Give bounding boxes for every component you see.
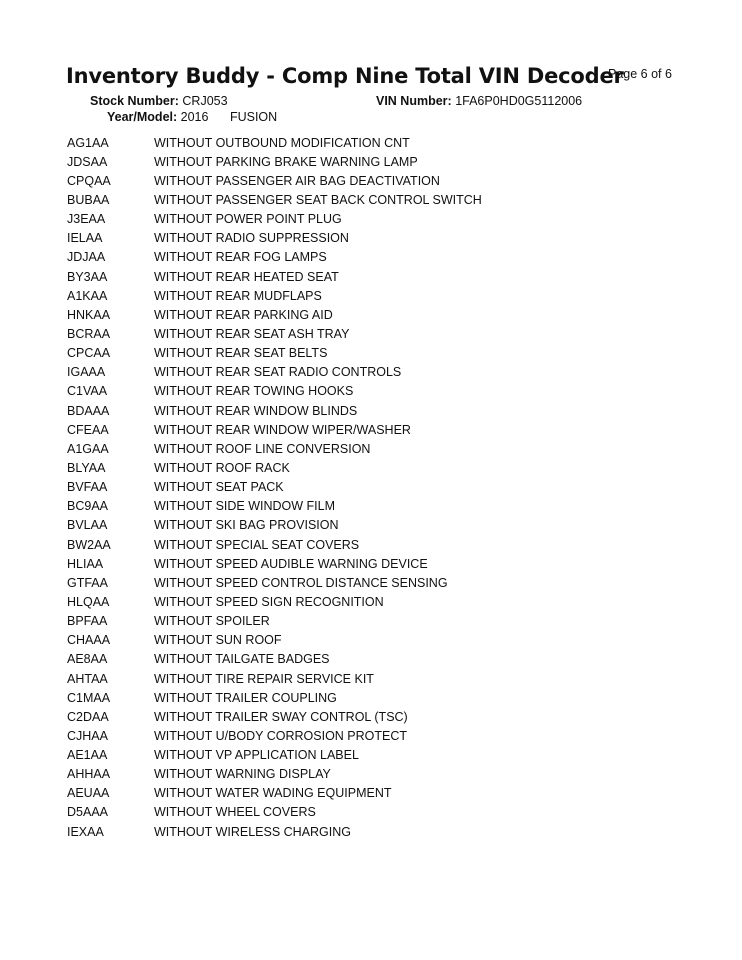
option-code: HNKAA: [67, 307, 111, 322]
option-code: D5AAA: [67, 805, 108, 820]
option-code: GTFAA: [67, 575, 108, 590]
list-item: [67, 363, 687, 382]
list-item: [67, 688, 687, 707]
option-description: WITHOUT SUN ROOF: [154, 633, 282, 648]
list-item: [67, 190, 687, 209]
list-item: [67, 324, 687, 343]
list-item: [67, 822, 687, 841]
list-item: [67, 305, 687, 324]
list-item: [67, 497, 687, 516]
option-code: HLIAA: [67, 556, 104, 571]
list-item: [67, 439, 687, 458]
option-code: C2DAA: [67, 709, 109, 724]
list-item: [67, 631, 687, 650]
list-item: [67, 420, 687, 439]
option-description: WITHOUT PASSENGER AIR BAG DEACTIVATION: [154, 173, 440, 188]
option-code: J3EAA: [67, 212, 106, 227]
option-description: WITHOUT REAR SEAT ASH TRAY: [154, 326, 350, 341]
option-description: WITHOUT REAR FOG LAMPS: [154, 250, 327, 265]
list-item: [67, 746, 687, 765]
option-code: JDJAA: [67, 250, 106, 265]
option-code: HLQAA: [67, 594, 110, 609]
option-description: WITHOUT SPEED AUDIBLE WARNING DEVICE: [154, 556, 428, 571]
option-code: AHHAA: [67, 767, 111, 782]
list-item: [67, 535, 687, 554]
list-item: [67, 765, 687, 784]
option-description: WITHOUT TRAILER COUPLING: [154, 690, 337, 705]
list-item: [67, 382, 687, 401]
option-description: WITHOUT REAR PARKING AID: [154, 307, 333, 322]
option-code-list: [67, 133, 687, 841]
option-description: WITHOUT SEAT PACK: [154, 480, 284, 495]
list-item: [67, 229, 687, 248]
option-description: WITHOUT U/BODY CORROSION PROTECT: [154, 728, 408, 743]
list-item: [67, 133, 687, 152]
report-title: Inventory Buddy - Comp Nine Total VIN Decoder: [66, 64, 624, 88]
option-description: WITHOUT REAR TOWING HOOKS: [154, 384, 354, 399]
list-item: [67, 669, 687, 688]
option-description: WITHOUT TRAILER SWAY CONTROL (TSC): [154, 709, 408, 724]
option-description: WITHOUT OUTBOUND MODIFICATION CNT: [154, 135, 410, 150]
option-code: C1MAA: [67, 690, 111, 705]
option-code: CPQAA: [67, 173, 111, 188]
option-description: WITHOUT REAR WINDOW WIPER/WASHER: [154, 422, 411, 437]
option-description: WITHOUT ROOF LINE CONVERSION: [154, 441, 371, 456]
list-item: [67, 573, 687, 592]
option-description: WITHOUT WATER WADING EQUIPMENT: [154, 786, 392, 801]
list-item: [67, 171, 687, 190]
option-code: BC9AA: [67, 499, 108, 514]
option-code: BVFAA: [67, 480, 108, 495]
option-description: WITHOUT SIDE WINDOW FILM: [154, 499, 336, 514]
option-description: WITHOUT WIRELESS CHARGING: [154, 824, 352, 839]
list-item: [67, 784, 687, 803]
list-item: [67, 210, 687, 229]
option-code: BVLAA: [67, 518, 108, 533]
list-item: [67, 803, 687, 822]
option-description: WITHOUT WARNING DISPLAY: [154, 767, 331, 782]
option-description: WITHOUT VP APPLICATION LABEL: [154, 748, 359, 763]
option-code: BCRAA: [67, 326, 111, 341]
option-description: WITHOUT PASSENGER SEAT BACK CONTROL SWITCH: [154, 192, 482, 207]
option-code: BUBAA: [67, 192, 110, 207]
option-description: WITHOUT POWER POINT PLUG: [154, 212, 342, 227]
option-code: JDSAA: [67, 154, 108, 169]
option-code: AG1AA: [67, 135, 109, 150]
option-description: WITHOUT RADIO SUPPRESSION: [154, 231, 349, 246]
option-code: IGAAA: [67, 365, 106, 380]
list-item: [67, 286, 687, 305]
stock-number: [90, 94, 228, 108]
model-value: FUSION: [229, 110, 278, 124]
option-code: AE8AA: [67, 652, 108, 667]
list-item: [67, 650, 687, 669]
option-description: WITHOUT REAR WINDOW BLINDS: [154, 403, 358, 418]
option-code: BPFAA: [67, 614, 108, 629]
option-description: WITHOUT TAILGATE BADGES: [154, 652, 330, 667]
stock-number-label: Stock Number:: [90, 94, 179, 108]
year-model: [107, 110, 277, 124]
option-code: AEUAA: [67, 786, 110, 801]
list-item: [67, 344, 687, 363]
option-description: WITHOUT SPEED SIGN RECOGNITION: [154, 594, 384, 609]
page-number: Page 6 of 6: [608, 67, 672, 81]
option-description: WITHOUT REAR HEATED SEAT: [154, 269, 339, 284]
option-code: A1GAA: [67, 441, 109, 456]
list-item: [67, 248, 687, 267]
option-code: CPCAA: [67, 346, 111, 361]
option-description: WITHOUT PARKING BRAKE WARNING LAMP: [154, 154, 418, 169]
option-code: IELAA: [67, 231, 103, 246]
year-value: 2016: [180, 110, 209, 124]
option-code: BDAAA: [67, 403, 110, 418]
option-code: AE1AA: [67, 748, 108, 763]
vin-number-label: VIN Number:: [376, 94, 452, 108]
option-code: BY3AA: [67, 269, 108, 284]
option-code: A1KAA: [67, 288, 108, 303]
option-code: CJHAA: [67, 728, 108, 743]
list-item: [67, 267, 687, 286]
option-description: WITHOUT WHEEL COVERS: [154, 805, 316, 820]
vin-number-value: 1FA6P0HD0G5112006: [455, 94, 583, 108]
option-description: WITHOUT SKI BAG PROVISION: [154, 518, 339, 533]
list-item: [67, 458, 687, 477]
list-item: [67, 612, 687, 631]
option-code: C1VAA: [67, 384, 108, 399]
list-item: [67, 726, 687, 745]
option-code: BW2AA: [67, 537, 111, 552]
option-code: AHTAA: [67, 671, 108, 686]
vin-number: [376, 94, 582, 108]
option-code: BLYAA: [67, 460, 106, 475]
list-item: [67, 516, 687, 535]
list-item: [67, 401, 687, 420]
list-item: [67, 554, 687, 573]
option-code: IEXAA: [67, 824, 104, 839]
option-description: WITHOUT SPEED CONTROL DISTANCE SENSING: [154, 575, 448, 590]
option-description: WITHOUT SPOILER: [154, 614, 270, 629]
list-item: [67, 592, 687, 611]
list-item: [67, 707, 687, 726]
stock-number-value: CRJ053: [182, 94, 228, 108]
list-item: [67, 478, 687, 497]
option-description: WITHOUT ROOF RACK: [154, 460, 290, 475]
option-description: WITHOUT SPECIAL SEAT COVERS: [154, 537, 360, 552]
option-description: WITHOUT TIRE REPAIR SERVICE KIT: [154, 671, 374, 686]
option-code: CFEAA: [67, 422, 109, 437]
option-description: WITHOUT REAR SEAT RADIO CONTROLS: [154, 365, 402, 380]
year-model-label: Year/Model:: [107, 110, 178, 124]
option-code: CHAAA: [67, 633, 111, 648]
option-description: WITHOUT REAR MUDFLAPS: [154, 288, 322, 303]
list-item: [67, 152, 687, 171]
option-description: WITHOUT REAR SEAT BELTS: [154, 346, 328, 361]
